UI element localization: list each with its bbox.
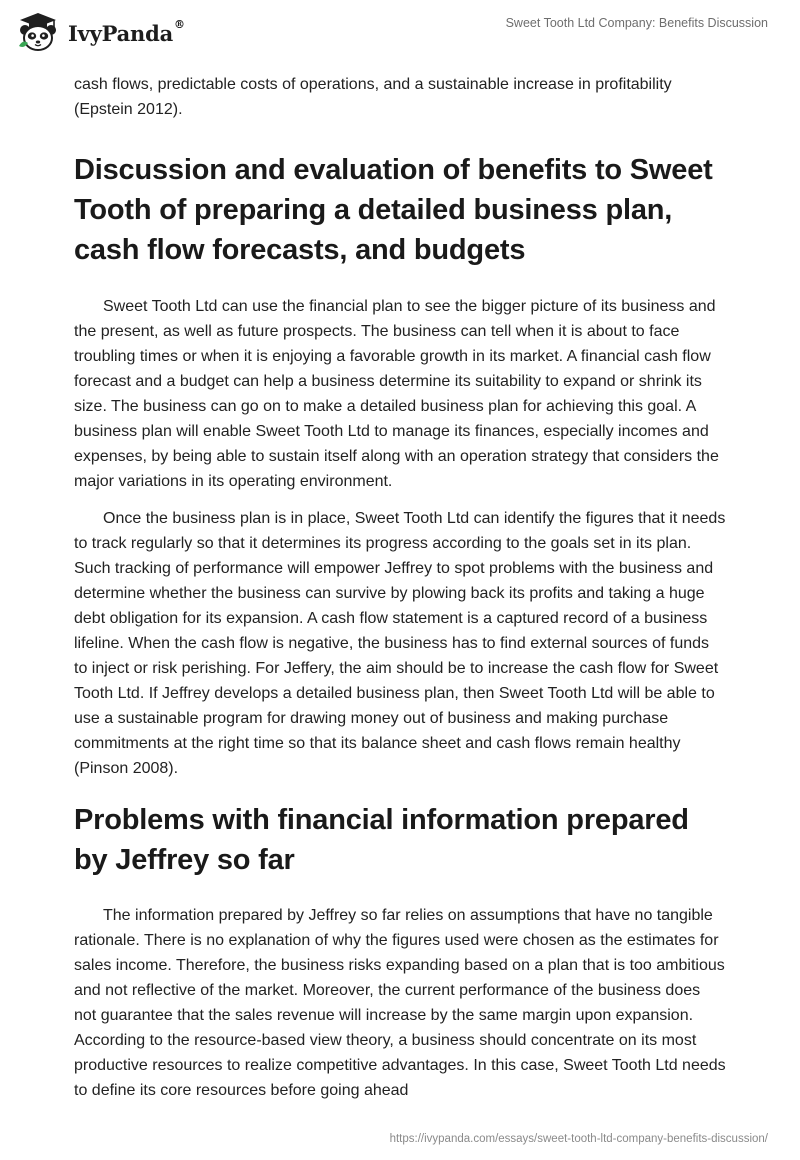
page-header xyxy=(0,0,800,70)
ivypanda-logo[interactable] xyxy=(16,10,185,54)
registered-mark: ® xyxy=(174,17,185,31)
section-heading-benefits: Discussion and evaluation of benefits to Sweet Tooth of preparing a detailed business plan, cash flow forecasts, and budgets xyxy=(74,154,713,266)
panda-graduate-icon xyxy=(16,10,60,54)
brand-name: IvyPanda® xyxy=(68,17,185,46)
document-title: Sweet Tooth Ltd Company: Benefits Discussion xyxy=(505,16,768,30)
section-heading-problems: Problems with financial information prepared by Jeffrey so far xyxy=(74,804,689,876)
intro-paragraph-tail: cash flows, predictable costs of operations, and a sustainable increase in profitability (Epstein 2012). xyxy=(74,76,672,118)
paragraph: Once the business plan is in place, Sweet Tooth Ltd can identify the figures that it needs to track regularly so that it determines its progress according to the goals set in its plan. Such tracking of performance will empower Jeffrey to spot problems with the business and determine whether the business can survive by plowing back its profits and taking a huge debt obligation for its expansion. A cash flow statement is a captured record of a business lifeline. When the cash flow is negative, the business has to find external sources of funds to inject or risk perishing. For Jeffery, the aim should be to increase the cash flow for Sweet Tooth Ltd. If Jeffrey develops a detailed business plan, then Sweet Tooth Ltd will be able to use a sustainable program for drawing money out of business and making purchase commitments at the right time so that its balance sheet and cash flows remain healthy (Pinson 2008). xyxy=(74,510,726,777)
essay-content xyxy=(74,72,726,1103)
paragraph: The information prepared by Jeffrey so far relies on assumptions that have no tangible rationale. There is no explanation of why the figures used were chosen as the estimates for sales income. Therefore, the business risks expanding based on a plan that is too ambitious and not reflective of the market. Moreover, the current performance of the business does not guarantee that the sales revenue will increase by the same margin upon expansion. According to the resource-based view theory, a business should concentrate on its most productive resources to realize competitive advantages. In this case, Sweet Tooth Ltd needs to define its core resources before going ahead xyxy=(74,907,726,1099)
paragraph: Sweet Tooth Ltd can use the financial plan to see the bigger picture of its business and the present, as well as future prospects. The business can tell when it is about to face troubling times or when it is enjoying a favorable growth in its market. A financial cash flow forecast and a budget can help a business determine its suitability to expand or shrink its size. The business can go on to make a detailed business plan for achieving this goal. A business plan will enable Sweet Tooth Ltd to manage its finances, especially incomes and expenses, by being able to sustain itself along with an operation strategy that considers the major variations in its operating environment. xyxy=(74,298,719,490)
source-url[interactable]: https://ivypanda.com/essays/sweet-tooth-ltd-company-benefits-discussion/ xyxy=(389,1133,768,1145)
